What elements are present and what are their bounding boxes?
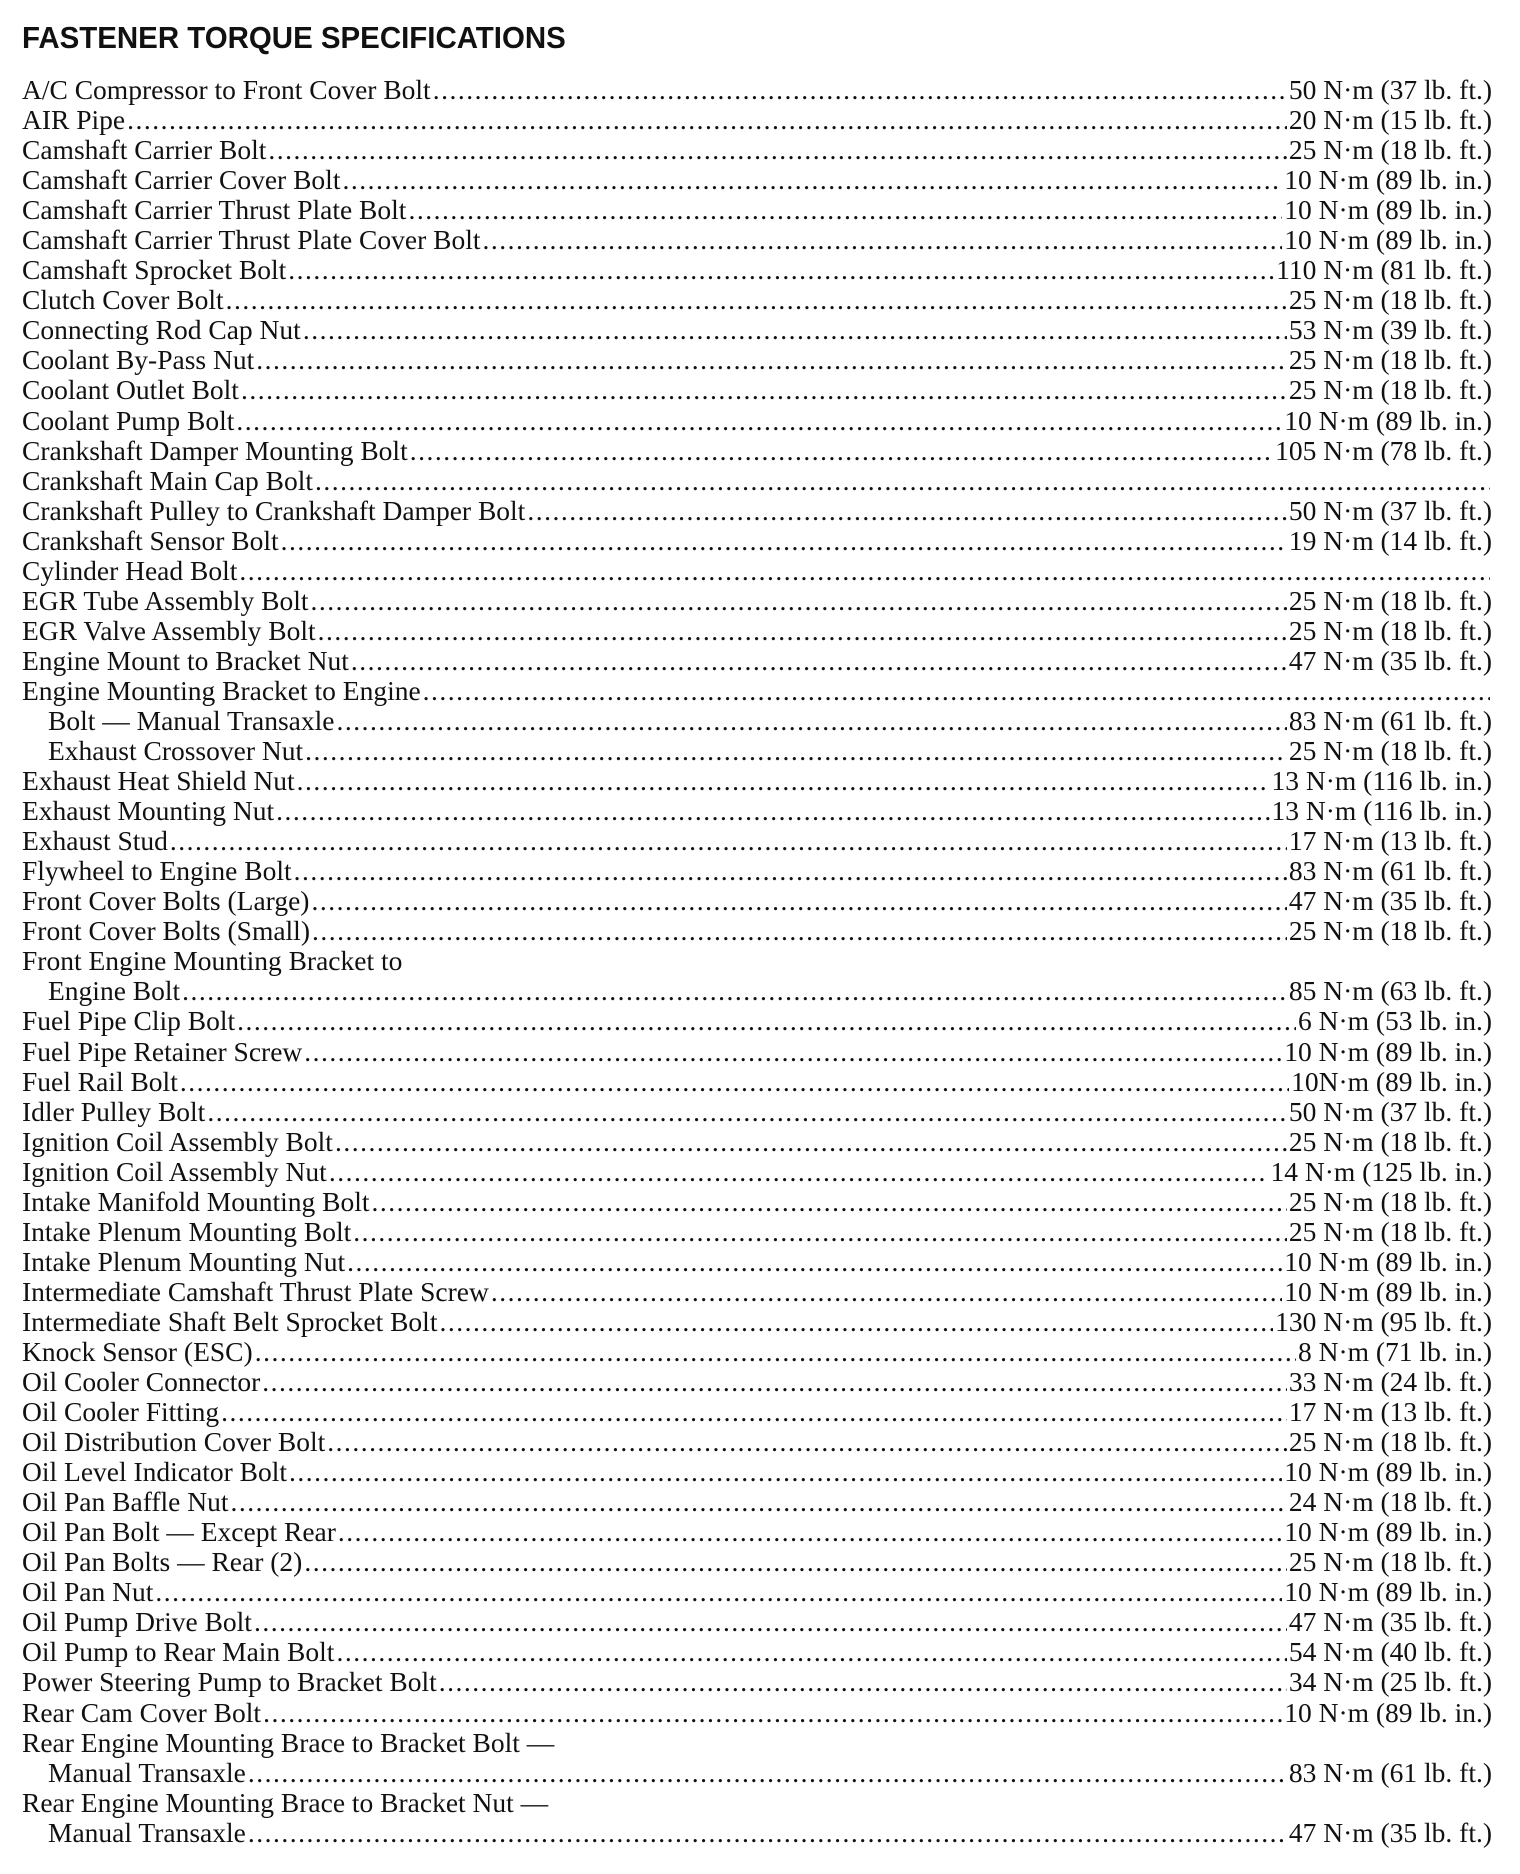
dot-leader [297,766,1270,796]
spec-label: Oil Pan Baffle Nut [22,1486,229,1518]
dot-leader [312,916,1287,946]
dot-leader [527,496,1287,526]
spec-row [22,1517,1492,1547]
spec-row [22,676,1492,706]
spec-row [22,1547,1492,1577]
spec-value: 10 N·m (89 lb. in.) [1284,1035,1492,1067]
spec-row [22,1006,1492,1036]
spec-label: Bolt — Manual Transaxle [48,704,335,736]
spec-label: Oil Pan Nut [22,1576,154,1608]
spec-label: Oil Pan Bolts — Rear (2) [22,1546,303,1578]
spec-row [22,736,1492,766]
spec-row [22,466,1492,496]
dot-leader [439,1667,1287,1697]
spec-value: 33 N·m (24 lb. ft.) [1288,1366,1492,1398]
dot-leader [226,285,1287,315]
dot-leader [408,195,1282,225]
dot-leader [281,526,1287,556]
spec-value: 47 N·m (35 lb. ft.) [1288,885,1492,917]
dot-leader [241,375,1287,405]
spec-label: Manual Transaxle [48,1756,246,1788]
spec-row [22,1607,1492,1637]
dot-leader [230,1487,1286,1517]
dot-leader [336,706,1286,736]
spec-value: 25 N·m (18 lb. ft.) [1288,735,1492,767]
spec-value: 25 N·m (18 lb. ft.) [1288,1185,1492,1217]
spec-value: 10N·m (89 lb. in.) [1291,1065,1492,1097]
spec-value: 13 N·m (116 lb. in.) [1271,795,1492,827]
dot-leader [305,736,1287,766]
dot-leader [289,1457,1282,1487]
dot-leader [303,315,1287,345]
spec-label: Intake Plenum Mounting Nut [22,1245,346,1277]
spec-row [22,1427,1492,1457]
spec-label: Engine Bolt [48,975,181,1007]
spec-value: 54 N·m (40 lb. ft.) [1288,1636,1492,1668]
spec-label: A/C Compressor to Front Cover Bolt [22,74,431,105]
spec-row [22,105,1492,135]
spec-value: 20 N·m (15 lb. ft.) [1288,104,1492,136]
spec-value: 34 N·m (25 lb. ft.) [1288,1666,1492,1698]
spec-value: 10 N·m (89 lb. in.) [1284,1275,1492,1307]
dot-leader [170,826,1287,856]
dot-leader [256,345,1287,375]
dot-leader [318,616,1287,646]
spec-label: Coolant By-Pass Nut [22,344,255,376]
spec-label: Coolant Pump Bolt [22,404,235,436]
spec-row [22,1037,1492,1067]
spec-value: 25 N·m (18 lb. ft.) [1288,374,1492,406]
dot-leader [342,165,1282,195]
spec-value: 25 N·m (18 lb. ft.) [1288,134,1492,166]
spec-value: 130 N·m (95 lb. ft.) [1275,1305,1492,1337]
spec-value: 25 N·m (18 lb. ft.) [1288,1426,1492,1458]
spec-value: 10 N·m (89 lb. in.) [1284,1245,1492,1277]
spec-value: 25 N·m (18 lb. ft.) [1288,1546,1492,1578]
spec-value: 6 N·m (53 lb. in.) [1297,1005,1492,1037]
spec-row [22,916,1492,946]
spec-label: Ignition Coil Assembly Nut [22,1155,327,1187]
dot-leader [311,886,1286,916]
spec-value: 25 N·m (18 lb. ft.) [1288,915,1492,947]
spec-value: 24 N·m (18 lb. ft.) [1288,1486,1492,1518]
spec-row [22,1127,1492,1157]
spec-label: EGR Valve Assembly Bolt [22,614,316,646]
spec-row [22,976,1492,1006]
spec-row [22,1067,1492,1097]
spec-label: Rear Cam Cover Bolt [22,1696,262,1728]
spec-label: Ignition Coil Assembly Bolt [22,1125,333,1157]
spec-row [22,75,1492,105]
spec-row [22,1397,1492,1427]
spec-row [22,195,1492,225]
dot-leader [127,105,1287,135]
dot-leader [439,1307,1273,1337]
spec-row [22,436,1492,466]
spec-row [22,1788,1492,1818]
spec-value: 83 N·m (61 lb. ft.) [1288,704,1492,736]
spec-label: Intermediate Shaft Belt Sprocket Bolt [22,1305,438,1337]
spec-row [22,1457,1492,1487]
spec-value: 17 N·m (13 lb. ft.) [1288,1396,1492,1428]
spec-label: Exhaust Crossover Nut [48,735,304,767]
spec-value: 10 N·m (89 lb. in.) [1284,404,1492,436]
spec-label: Camshaft Carrier Thrust Plate Bolt [22,194,407,226]
spec-label: Engine Mounting Bracket to Engine [22,674,421,706]
dot-leader [372,1187,1287,1217]
spec-row [22,1367,1492,1397]
dot-leader [315,466,1490,496]
dot-leader [182,976,1287,1006]
spec-label: Oil Level Indicator Bolt [22,1456,287,1488]
spec-row [22,375,1492,405]
spec-label: Rear Engine Mounting Brace to Bracket Bolt — [22,1726,555,1758]
spec-label: Knock Sensor (ESC) [22,1335,253,1367]
spec-row [22,1637,1492,1667]
spec-row [22,315,1492,345]
spec-label: Cylinder Head Bolt [22,554,238,586]
spec-row [22,946,1492,976]
spec-label: Camshaft Carrier Bolt [22,134,267,166]
dot-leader [336,1637,1286,1667]
spec-row [22,1337,1492,1367]
spec-label: Exhaust Heat Shield Nut [22,765,295,797]
spec-label: Camshaft Sprocket Bolt [22,254,287,286]
spec-value: 47 N·m (35 lb. ft.) [1288,1816,1492,1848]
spec-label: Crankshaft Damper Mounting Bolt [22,434,408,466]
dot-leader [254,1607,1287,1637]
spec-row [22,526,1492,556]
spec-row [22,285,1492,315]
spec-value: 47 N·m (35 lb. ft.) [1288,644,1492,676]
dot-leader [294,856,1287,886]
spec-value: 50 N·m (37 lb. ft.) [1288,74,1492,105]
spec-label: Front Cover Bolts (Large) [22,885,310,917]
spec-label: Crankshaft Main Cap Bolt [22,464,314,496]
dot-leader [335,1127,1287,1157]
dot-leader [483,225,1283,255]
dot-leader [248,1818,1287,1848]
spec-value: 8 N·m (71 lb. in.) [1297,1335,1492,1367]
spec-label: Coolant Outlet Bolt [22,374,239,406]
spec-label: Exhaust Stud [22,825,168,857]
spec-row [22,165,1492,195]
spec-value: 25 N·m (18 lb. ft.) [1288,1215,1492,1247]
dot-leader [491,1277,1282,1307]
dot-leader [433,75,1287,105]
spec-label: Oil Cooler Fitting [22,1396,220,1428]
spec-label: Front Engine Mounting Bracket to [22,945,403,977]
dot-leader [268,135,1286,165]
spec-value: 85 N·m (63 lb. ft.) [1288,975,1492,1007]
spec-value: 10 N·m (89 lb. in.) [1284,1456,1492,1488]
spec-row [22,796,1492,826]
spec-label: EGR Tube Assembly Bolt [22,584,309,616]
spec-label: AIR Pipe [22,104,126,136]
spec-row [22,886,1492,916]
spec-label: Oil Distribution Cover Bolt [22,1426,326,1458]
spec-row [22,616,1492,646]
spec-label: Oil Cooler Connector [22,1366,261,1398]
dot-leader [423,676,1490,706]
spec-row [22,1157,1492,1187]
dot-leader [347,1247,1282,1277]
spec-label: Intake Plenum Mounting Bolt [22,1215,352,1247]
spec-value: 14 N·m (125 lb. in.) [1270,1155,1492,1187]
spec-value: 10 N·m (89 lb. in.) [1284,1516,1492,1548]
spec-value: 50 N·m (37 lb. ft.) [1288,494,1492,526]
spec-row [22,1307,1492,1337]
spec-value: 50 N·m (37 lb. ft.) [1288,1095,1492,1127]
spec-row [22,856,1492,886]
spec-row [22,1818,1492,1848]
spec-row [22,1187,1492,1217]
spec-value: 25 N·m (18 lb. ft.) [1288,584,1492,616]
spec-row [22,1277,1492,1307]
spec-row [22,496,1492,526]
spec-label: Fuel Rail Bolt [22,1065,178,1097]
torque-spec-list [22,75,1492,1848]
spec-row [22,1698,1492,1728]
dot-leader [236,406,1282,436]
spec-label: Manual Transaxle [48,1816,246,1848]
spec-value: 10 N·m (89 lb. in.) [1284,194,1492,226]
dot-leader [304,1037,1282,1067]
spec-value: 25 N·m (18 lb. ft.) [1288,344,1492,376]
spec-value: 25 N·m (18 lb. ft.) [1288,614,1492,646]
spec-value: 53 N·m (39 lb. ft.) [1288,314,1492,346]
spec-row [22,135,1492,165]
spec-value: 10 N·m (89 lb. in.) [1284,224,1492,256]
dot-leader [155,1577,1282,1607]
spec-label: Exhaust Mounting Nut [22,795,275,827]
dot-leader [329,1157,1269,1187]
dot-leader [288,255,1274,285]
spec-label: Oil Pump Drive Bolt [22,1606,252,1638]
spec-row [22,706,1492,736]
dot-leader [327,1427,1287,1457]
dot-leader [221,1397,1287,1427]
dot-leader [207,1097,1287,1127]
spec-row [22,1217,1492,1247]
spec-row [22,646,1492,676]
spec-value: 10 N·m (89 lb. in.) [1284,1576,1492,1608]
spec-label: Power Steering Pump to Bracket Bolt [22,1666,437,1698]
spec-row [22,225,1492,255]
spec-label: Fuel Pipe Clip Bolt [22,1005,236,1037]
dot-leader [255,1337,1296,1367]
spec-value: 105 N·m (78 lb. ft.) [1275,434,1492,466]
spec-label: Fuel Pipe Retainer Screw [22,1035,303,1067]
spec-value: 25 N·m (18 lb. ft.) [1288,284,1492,316]
spec-row [22,1577,1492,1607]
dot-leader [237,1006,1296,1036]
spec-label: Oil Pump to Rear Main Bolt [22,1636,335,1668]
spec-label: Camshaft Carrier Cover Bolt [22,164,341,196]
spec-value: 25 N·m (18 lb. ft.) [1288,1125,1492,1157]
spec-label: Flywheel to Engine Bolt [22,855,292,887]
spec-row [22,1247,1492,1277]
spec-label: Crankshaft Sensor Bolt [22,524,279,556]
spec-row [22,255,1492,285]
spec-row [22,766,1492,796]
dot-leader [276,796,1269,826]
spec-value: 19 N·m (14 lb. ft.) [1288,524,1492,556]
spec-value: 10 N·m (89 lb. in.) [1284,1696,1492,1728]
spec-row [22,1728,1492,1758]
spec-row [22,406,1492,436]
spec-row [22,1487,1492,1517]
spec-row [22,1758,1492,1788]
spec-row [22,586,1492,616]
dot-leader [353,1217,1287,1247]
spec-value: 13 N·m (116 lb. in.) [1271,765,1492,797]
spec-label: Camshaft Carrier Thrust Plate Cover Bolt [22,224,481,256]
dot-leader [248,1758,1287,1788]
dot-leader [180,1067,1289,1097]
dot-leader [338,1517,1282,1547]
spec-row [22,1097,1492,1127]
spec-label: Idler Pulley Bolt [22,1095,206,1127]
spec-label: Intake Manifold Mounting Bolt [22,1185,370,1217]
spec-row [22,826,1492,856]
spec-label: Rear Engine Mounting Brace to Bracket Nut — [22,1786,549,1818]
dot-leader [262,1367,1287,1397]
spec-value: 10 N·m (89 lb. in.) [1284,164,1492,196]
dot-leader [410,436,1273,466]
spec-label: Crankshaft Pulley to Crankshaft Damper Bolt [22,494,526,526]
dot-leader [239,556,1490,586]
dot-leader [311,586,1287,616]
dot-leader [351,646,1287,676]
spec-value: 83 N·m (61 lb. ft.) [1288,855,1492,887]
dot-leader [304,1547,1287,1577]
spec-label: Connecting Rod Cap Nut [22,314,301,346]
spec-label: Engine Mount to Bracket Nut [22,644,349,676]
spec-label: Front Cover Bolts (Small) [22,915,310,947]
page-title: FASTENER TORQUE SPECIFICATIONS [22,20,566,55]
spec-label: Oil Pan Bolt — Except Rear [22,1516,336,1548]
spec-label: Clutch Cover Bolt [22,284,224,316]
dot-leader [263,1698,1282,1728]
spec-label: Intermediate Camshaft Thrust Plate Screw [22,1275,489,1307]
spec-row [22,1667,1492,1697]
spec-value: 47 N·m (35 lb. ft.) [1288,1606,1492,1638]
spec-value: 17 N·m (13 lb. ft.) [1288,825,1492,857]
spec-row [22,345,1492,375]
spec-value: 110 N·m (81 lb. ft.) [1276,254,1492,286]
spec-row [22,556,1492,586]
spec-value: 83 N·m (61 lb. ft.) [1288,1756,1492,1788]
